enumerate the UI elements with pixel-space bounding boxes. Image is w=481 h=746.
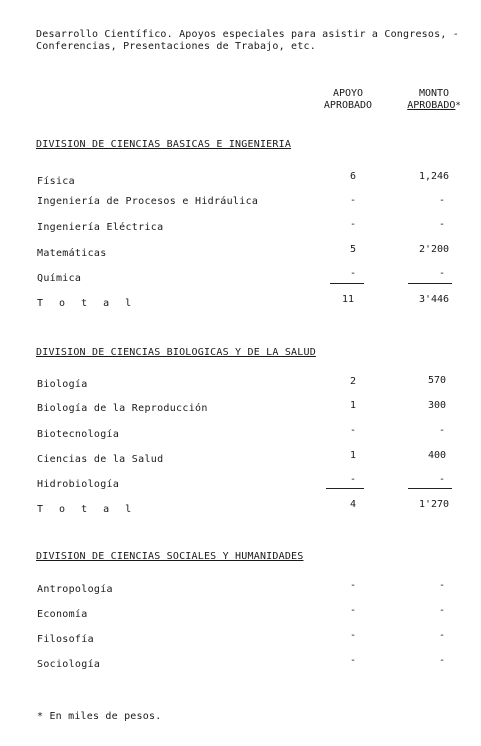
- column-header-monto-line1: MONTO: [418, 88, 450, 99]
- column-header-monto: [402, 88, 466, 112]
- division-title-basicas: DIVISION DE CIENCIAS BASICAS E INGENIERIA: [36, 139, 292, 150]
- table-cell-monto: -: [438, 219, 446, 230]
- table-cell-apoyo: -: [349, 425, 357, 436]
- table-cell-monto: -: [438, 474, 446, 485]
- table-row-label: Química: [37, 273, 82, 284]
- footnote-marker: *: [455, 101, 461, 111]
- table-cell-monto: -: [438, 630, 446, 641]
- table-row-label: Filosofía: [37, 634, 94, 645]
- table-row-label: Hidrobiología: [37, 479, 120, 490]
- table-row-label: Biotecnología: [37, 429, 120, 440]
- table-cell-monto: 570: [427, 375, 447, 386]
- table-cell-monto: -: [438, 195, 446, 206]
- column-header-apoyo: [318, 88, 378, 112]
- intro-line-1: Desarrollo Científico. Apoyos especiales para asistir a Congresos, -: [36, 29, 459, 40]
- division-title-biologicas: DIVISION DE CIENCIAS BIOLOGICAS Y DE LA SALUD: [36, 347, 316, 358]
- total-apoyo: 11: [341, 294, 355, 305]
- column-header-apoyo-line2: APROBADO: [323, 100, 373, 111]
- table-cell-monto: -: [438, 425, 446, 436]
- table-cell-monto: 1,246: [418, 171, 450, 182]
- table-row-label: Ingeniería Eléctrica: [37, 222, 164, 233]
- intro-line-2: Conferencias, Presentaciones de Trabajo, etc.: [36, 41, 316, 52]
- total-monto: 3'446: [418, 294, 450, 305]
- table-cell-apoyo: 5: [349, 244, 357, 255]
- table-cell-apoyo: 2: [349, 376, 357, 387]
- table-cell-apoyo: -: [349, 268, 357, 279]
- table-row-label: Ingeniería de Procesos e Hidráulica: [37, 196, 259, 207]
- total-apoyo: 4: [349, 499, 357, 510]
- table-cell-apoyo: -: [349, 630, 357, 641]
- table-cell-apoyo: -: [349, 605, 357, 616]
- table-cell-apoyo: -: [349, 474, 357, 485]
- table-cell-apoyo: -: [349, 580, 357, 591]
- table-cell-monto: -: [438, 268, 446, 279]
- table-row-label: Ciencias de la Salud: [37, 454, 164, 465]
- table-cell-apoyo: 1: [349, 450, 357, 461]
- table-row-label: Antropología: [37, 584, 113, 595]
- table-cell-apoyo: -: [349, 219, 357, 230]
- footnote: * En miles de pesos.: [37, 711, 162, 722]
- total-monto: 1'270: [418, 499, 450, 510]
- table-row-label: Matemáticas: [37, 248, 107, 259]
- total-label: T o t a l: [37, 298, 137, 309]
- table-row-label: Economía: [37, 609, 88, 620]
- subtotal-rule-apoyo: [330, 283, 364, 284]
- table-cell-monto: -: [438, 655, 446, 666]
- division-title-sociales: DIVISION DE CIENCIAS SOCIALES Y HUMANIDADES: [36, 551, 304, 562]
- table-cell-monto: -: [438, 605, 446, 616]
- table-cell-monto: 300: [427, 400, 447, 411]
- table-cell-monto: 400: [427, 450, 447, 461]
- table-cell-apoyo: 1: [349, 400, 357, 411]
- intro-text: [36, 29, 459, 53]
- subtotal-rule-monto: [408, 488, 452, 489]
- table-cell-apoyo: 6: [349, 171, 357, 182]
- column-header-monto-line2: APROBADO: [407, 100, 456, 111]
- table-row-label: Biología: [37, 379, 88, 390]
- table-row-label: Sociología: [37, 659, 101, 670]
- table-cell-monto: 2'200: [418, 244, 450, 255]
- subtotal-rule-monto: [408, 283, 452, 284]
- table-row-label: Física: [37, 176, 75, 187]
- subtotal-rule-apoyo: [326, 488, 364, 489]
- table-cell-apoyo: -: [349, 195, 357, 206]
- table-cell-monto: -: [438, 580, 446, 591]
- column-header-apoyo-line1: APOYO: [332, 88, 364, 99]
- table-cell-apoyo: -: [349, 655, 357, 666]
- table-row-label: Biología de la Reproducción: [37, 403, 208, 414]
- total-label: T o t a l: [37, 504, 137, 515]
